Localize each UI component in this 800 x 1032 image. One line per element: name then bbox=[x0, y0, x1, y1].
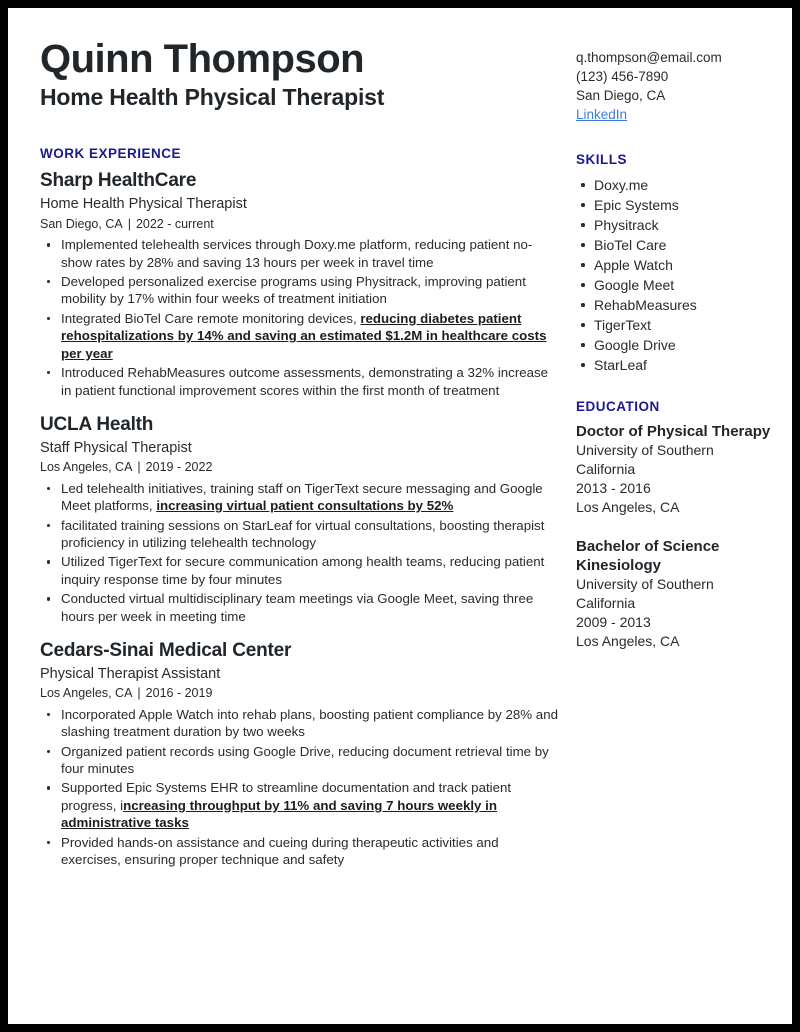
contact-block bbox=[576, 48, 792, 124]
job-dates: 2019 - 2022 bbox=[145, 460, 213, 475]
section-heading-skills: SKILLS bbox=[576, 152, 628, 167]
job-bullet bbox=[40, 273, 560, 308]
bullet-text: Developed personalized exercise programs using Physitrack, improving patient mobility by 17% within four weeks of treatment initiation bbox=[61, 274, 526, 307]
work-experience-section bbox=[40, 146, 560, 868]
job-location: San Diego, CA bbox=[40, 216, 123, 231]
skill-item: Apple Watch bbox=[576, 255, 792, 275]
bullet-emphasis-text: reducing diabetes patient rehospitalizations by 14% and saving an estimated $1.2M in healthcare costs per year bbox=[61, 310, 547, 361]
resume-header bbox=[40, 38, 560, 110]
job-role: Physical Therapist Assistant bbox=[40, 665, 221, 682]
bullet-text: Utilized TigerText for secure communication among health teams, reducing patient inquiry response time by four minutes bbox=[61, 554, 545, 587]
skill-item: TigerText bbox=[576, 315, 792, 335]
education-school-line2: California bbox=[576, 461, 636, 477]
sidebar-column bbox=[560, 38, 792, 882]
education-dates: 2009 - 2013 bbox=[576, 614, 651, 630]
job-bullet-list bbox=[40, 480, 560, 625]
education-dates: 2013 - 2016 bbox=[576, 480, 651, 496]
job-bullet bbox=[40, 743, 560, 778]
contact-email: q.thompson@email.com bbox=[576, 50, 722, 65]
education-degree: Bachelor of Science bbox=[576, 538, 720, 555]
job-bullet bbox=[40, 236, 560, 271]
bullet-text: Incorporated Apple Watch into rehab plans, boosting patient compliance by 28% and slashing treatment duration by two weeks bbox=[61, 706, 558, 740]
job-location: Los Angeles, CA bbox=[40, 460, 133, 475]
skill-item: Doxy.me bbox=[576, 175, 792, 195]
education-degree-line2: Kinesiology bbox=[576, 557, 662, 574]
contact-location: San Diego, CA bbox=[576, 88, 666, 103]
job-bullet-list bbox=[40, 706, 560, 869]
bullet-text: Integrated BioTel Care remote monitoring devices, bbox=[61, 310, 361, 326]
contact-phone: (123) 456-7890 bbox=[576, 69, 669, 84]
education-school-line1: University of Southern bbox=[576, 576, 714, 592]
skill-item: StarLeaf bbox=[576, 355, 792, 375]
education-school-line2: California bbox=[576, 595, 636, 611]
job-meta bbox=[40, 216, 560, 234]
professional-headline: Home Health Physical Therapist bbox=[40, 84, 385, 110]
job-meta-separator: | bbox=[137, 460, 141, 475]
bullet-text: Implemented telehealth services through Doxy.me platform, reducing patient no-show rates by 28% and saving 13 hours per week in travel time bbox=[61, 237, 533, 270]
education-entry bbox=[576, 537, 792, 651]
job-bullet bbox=[40, 590, 560, 625]
job-dates: 2016 - 2019 bbox=[145, 686, 213, 701]
education-school-line1: University of Southern bbox=[576, 442, 714, 458]
bullet-emphasis-text: ncreasing throughput by 11% and saving 7 hours weekly in administrative tasks bbox=[61, 797, 497, 831]
skill-item: Physitrack bbox=[576, 215, 792, 235]
bullet-text: Introduced RehabMeasures outcome assessments, demonstrating a 32% increase in patient functional improvement scores within the first month of treatment bbox=[61, 365, 549, 398]
bullet-text: Provided hands-on assistance and cueing during therapeutic activities and exercises, ensuring proper technique and safety bbox=[61, 834, 499, 868]
education-section bbox=[576, 399, 792, 651]
skills-list bbox=[576, 175, 792, 375]
bullet-emphasis-text: increasing virtual patient consultations by 52% bbox=[156, 498, 454, 514]
job-bullet bbox=[40, 480, 560, 515]
section-heading-work-experience: WORK EXPERIENCE bbox=[40, 146, 182, 162]
job-bullet bbox=[40, 779, 560, 831]
job-bullet-list bbox=[40, 236, 560, 399]
skill-item: RehabMeasures bbox=[576, 295, 792, 315]
job-bullet bbox=[40, 553, 560, 588]
page-title: Quinn Thompson bbox=[40, 37, 365, 81]
job-meta-separator: | bbox=[127, 216, 131, 231]
skill-item: Epic Systems bbox=[576, 195, 792, 215]
bullet-text: Supported Epic Systems EHR to streamline documentation and track patient progress, i bbox=[61, 780, 512, 813]
job-meta bbox=[40, 685, 560, 703]
skill-item: BioTel Care bbox=[576, 235, 792, 255]
job-entry bbox=[40, 639, 560, 868]
bullet-text: facilitated training sessions on StarLeaf for virtual consultations, boosting therapist proficiency in utilizing telehealth technology bbox=[61, 517, 545, 550]
job-entry bbox=[40, 169, 560, 398]
job-role: Staff Physical Therapist bbox=[40, 439, 192, 456]
job-bullet bbox=[40, 834, 560, 869]
job-bullet bbox=[40, 706, 560, 741]
job-company: Sharp HealthCare bbox=[40, 170, 197, 192]
job-entry bbox=[40, 413, 560, 625]
education-location: Los Angeles, CA bbox=[576, 499, 680, 515]
job-list bbox=[40, 169, 560, 868]
main-column bbox=[40, 38, 560, 882]
job-bullet bbox=[40, 310, 560, 362]
job-meta-separator: | bbox=[137, 686, 141, 701]
skills-section bbox=[576, 152, 792, 375]
job-company: Cedars-Sinai Medical Center bbox=[40, 639, 292, 661]
skill-item: Google Drive bbox=[576, 335, 792, 355]
job-bullet bbox=[40, 517, 560, 552]
bullet-text: Conducted virtual multidisciplinary team meetings via Google Meet, saving three hours per week in meeting time bbox=[61, 591, 534, 624]
section-heading-education: EDUCATION bbox=[576, 399, 660, 414]
resume-page bbox=[8, 8, 792, 1024]
job-bullet bbox=[40, 364, 560, 399]
job-company: UCLA Health bbox=[40, 413, 154, 435]
bullet-text: Led telehealth initiatives, training staff on TigerText secure messaging and Google Meet platforms, bbox=[61, 480, 543, 514]
education-list bbox=[576, 422, 792, 651]
linkedin-link[interactable]: LinkedIn bbox=[576, 107, 628, 122]
education-degree: Doctor of Physical Therapy bbox=[576, 423, 771, 440]
job-role: Home Health Physical Therapist bbox=[40, 196, 247, 213]
job-dates: 2022 - current bbox=[135, 216, 214, 231]
education-entry bbox=[576, 422, 792, 517]
education-location: Los Angeles, CA bbox=[576, 633, 680, 649]
skill-item: Google Meet bbox=[576, 275, 792, 295]
job-meta bbox=[40, 459, 560, 477]
job-location: Los Angeles, CA bbox=[40, 686, 133, 701]
bullet-text: Organized patient records using Google Drive, reducing document retrieval time by four minutes bbox=[61, 743, 549, 776]
